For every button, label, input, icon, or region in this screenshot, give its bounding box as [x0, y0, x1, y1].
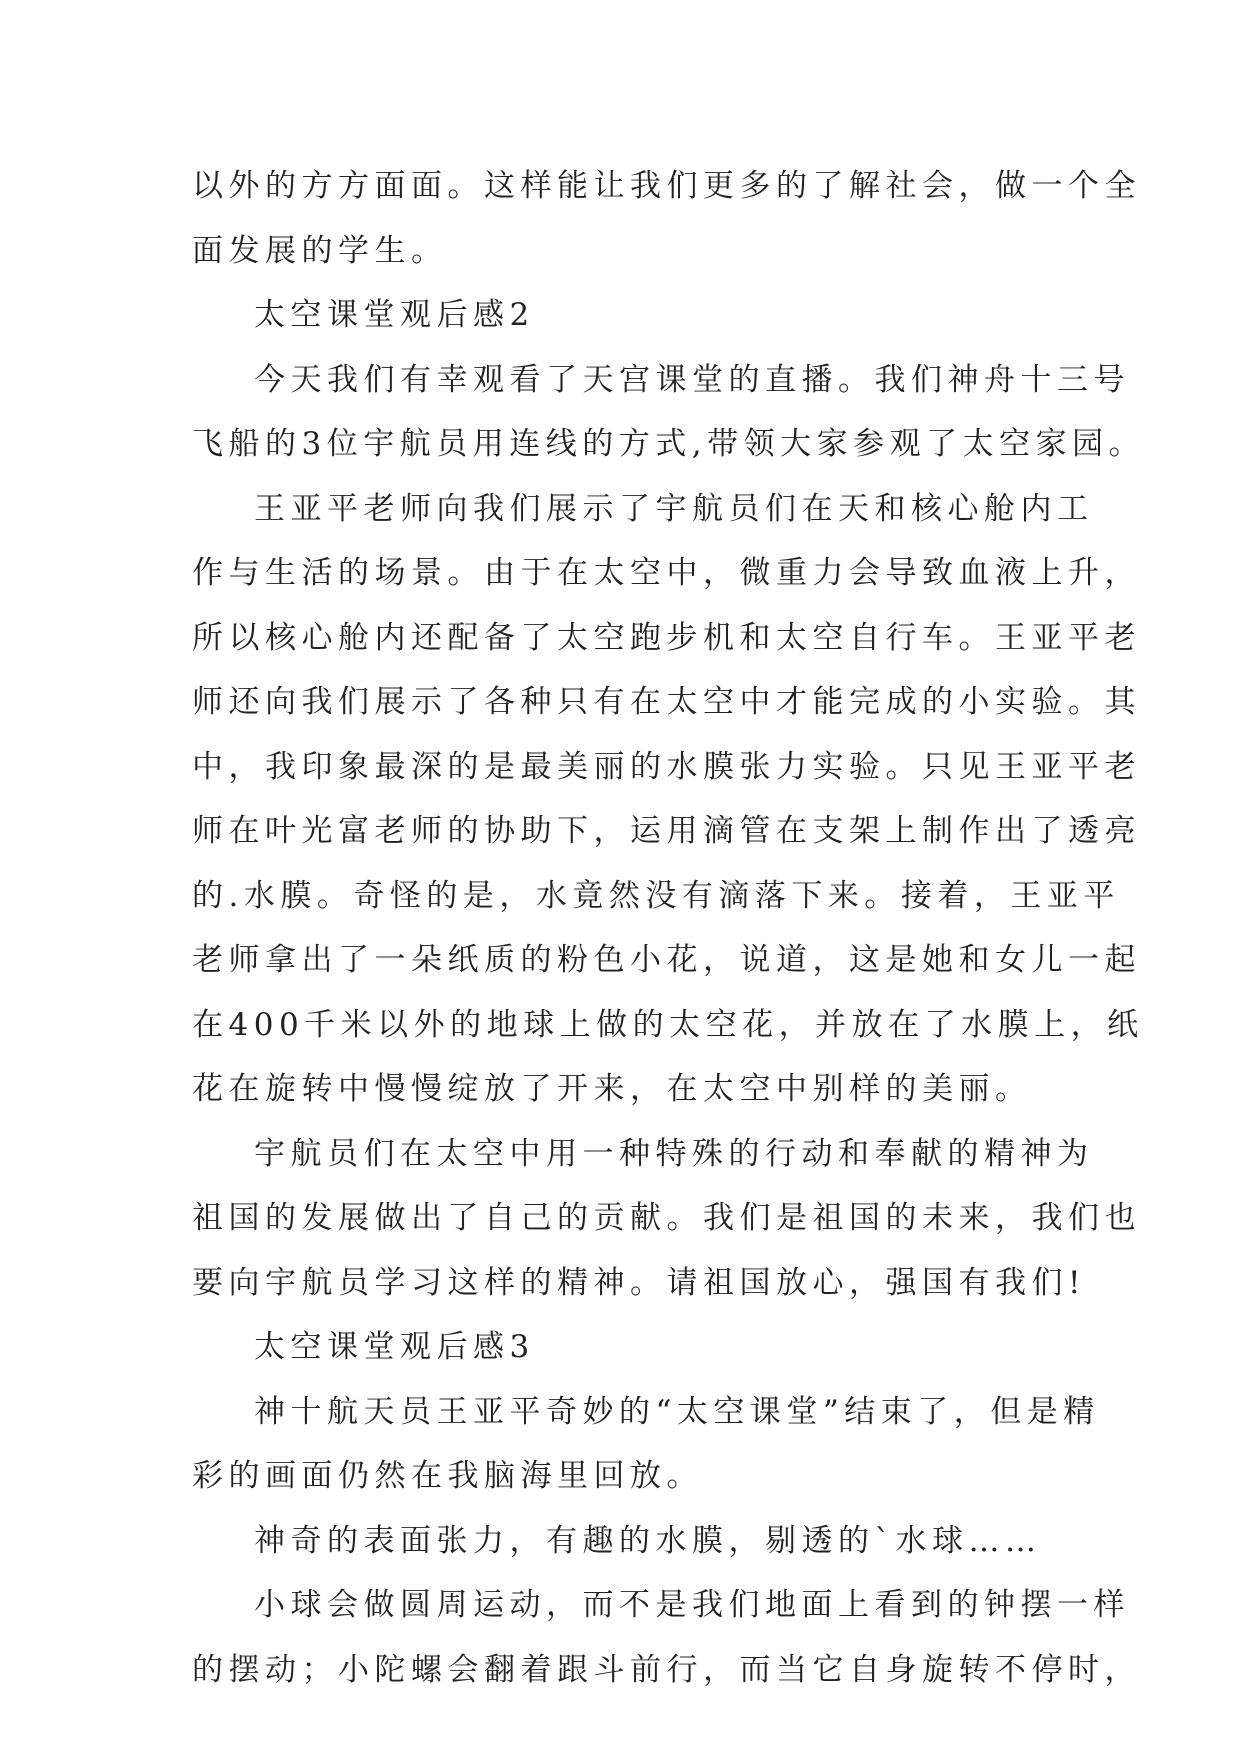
text-line-15: 花在旋转中慢慢绽放了开来，在太空中别样的美丽。 — [192, 1071, 1032, 1107]
text-line-4: 今天我们有幸观看了天宫课堂的直播。我们神舟十三号 — [254, 361, 1130, 398]
text-line-5: 飞船的3位宇航员用连线的方式,带领大家参观了太空家园。 — [192, 426, 1146, 462]
text-line-17: 祖国的发展做出了自己的贡献。我们是祖国的未来，我们也 — [192, 1200, 1141, 1236]
text-line-13: 老师拿出了一朵纸质的粉色小花，说道，这是她和女儿一起 — [192, 942, 1141, 978]
text-line-7: 作与生活的场景。由于在太空中，微重力会导致血液上升， — [192, 555, 1141, 591]
text-line-18: 要向宇航员学习这样的精神。请祖国放心，强国有我们! — [192, 1264, 1086, 1301]
text-line-23: 小球会做圆周运动，而不是我们地面上看到的钟摆一样 — [254, 1587, 1130, 1623]
text-line-10: 中，我印象最深的是最美丽的水膜张力实验。只见王亚平老 — [192, 748, 1141, 785]
text-line-14: 在400千米以外的地球上做的太空花，并放在了水膜上，纸 — [192, 1006, 1144, 1043]
text-line-11: 师在叶光富老师的协助下，运用滴管在支架上制作出了透亮 — [192, 813, 1141, 849]
text-line-24: 的摆动；小陀螺会翻着跟斗前行，而当它自身旋转不停时， — [192, 1651, 1141, 1688]
text-line-20: 神十航天员王亚平奇妙的“太空课堂”结束了，但是精 — [254, 1393, 1100, 1430]
text-line-2: 面发展的学生。 — [192, 232, 448, 269]
section-heading-2: 太空课堂观后感2 — [254, 297, 535, 333]
section-heading-3: 太空课堂观后感3 — [254, 1329, 535, 1365]
text-line-21: 彩的画面仍然在我脑海里回放。 — [192, 1458, 703, 1494]
text-line-22: 神奇的表面张力，有趣的水膜，剔透的`水球…… — [254, 1522, 1042, 1559]
document-body — [192, 154, 1146, 1702]
text-line-16: 宇航员们在太空中用一种特殊的行动和奉献的精神为 — [254, 1135, 1094, 1172]
text-line-9: 师还向我们展示了各种只有在太空中才能完成的小实验。其 — [192, 684, 1141, 720]
text-line-1: 以外的方方面面。这样能让我们更多的了解社会，做一个全 — [192, 168, 1141, 204]
text-line-8: 所以核心舱内还配备了太空跑步机和太空自行车。王亚平老 — [192, 619, 1141, 656]
text-line-12: 的.水膜。奇怪的是，水竟然没有滴落下来。接着，王亚平 — [192, 877, 1120, 914]
text-line-6: 王亚平老师向我们展示了宇航员们在天和核心舱内工 — [254, 490, 1094, 527]
